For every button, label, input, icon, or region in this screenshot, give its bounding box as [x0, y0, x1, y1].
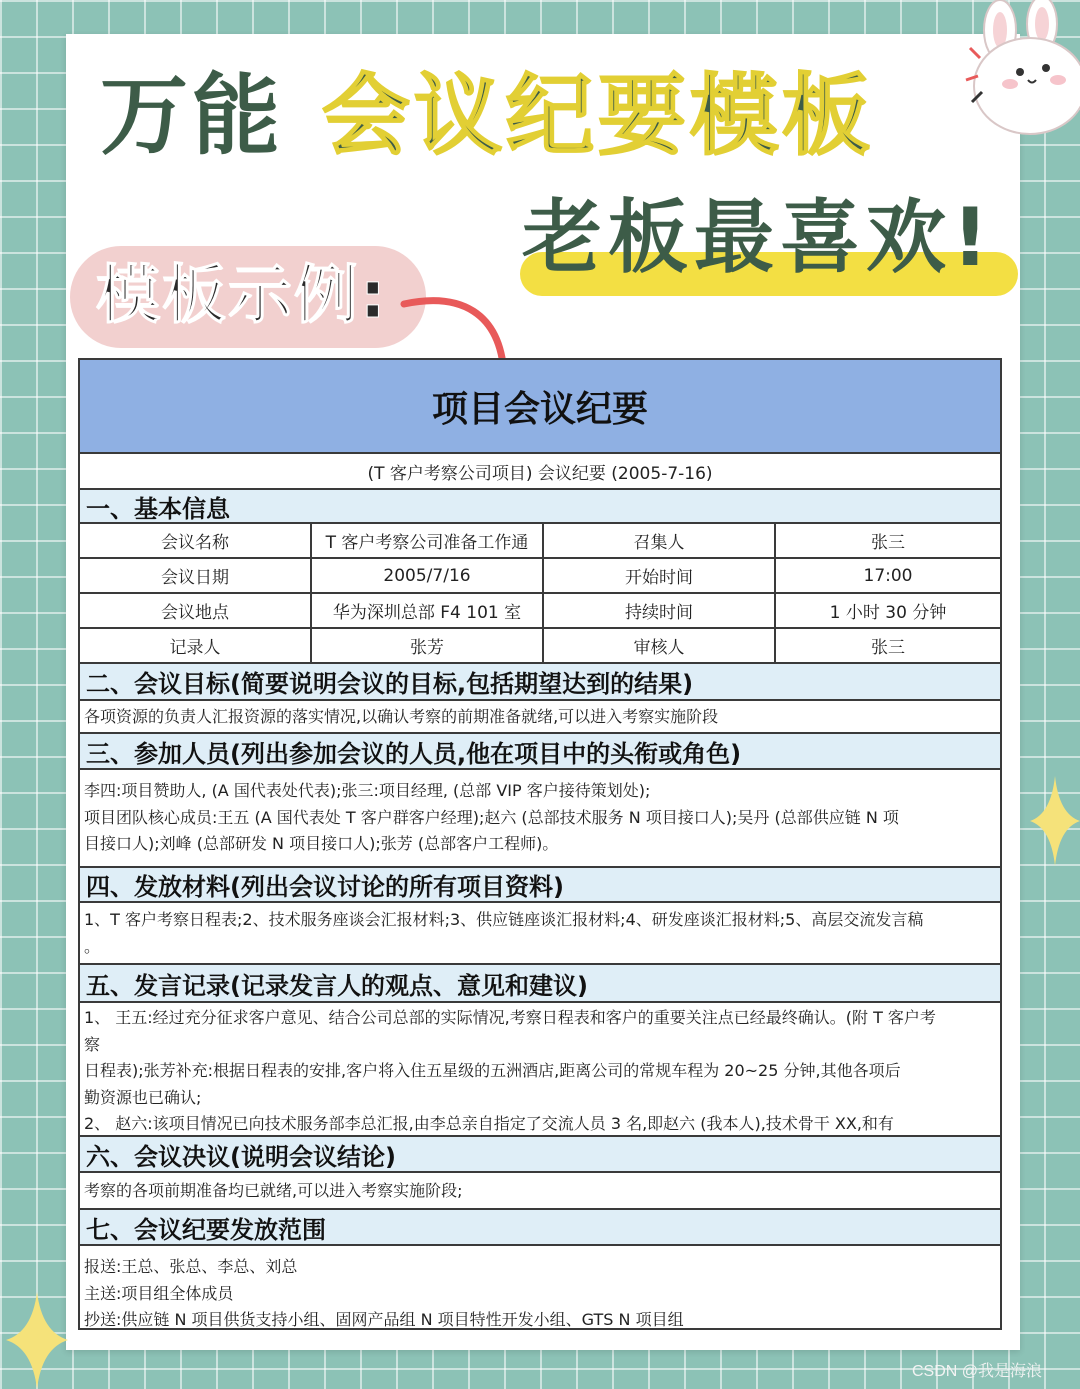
headline-part2: 会议纪要模板 — [322, 64, 875, 167]
distribution-body — [80, 1246, 1000, 1330]
materials-body — [80, 903, 1000, 965]
info-value: 华为深圳总部 F4 101 室 — [312, 594, 544, 629]
resolution-body: 考察的各项前期准备均已就绪,可以进入考察实施阶段; — [80, 1173, 1000, 1210]
section-speech-records: 五、发言记录(记录发言人的观点、意见和建议) — [80, 965, 1000, 1003]
info-value: 1 小时 30 分钟 — [776, 594, 1000, 629]
info-label: 会议名称 — [80, 524, 312, 559]
sparkle-icon — [1030, 776, 1080, 866]
attendees-line: 项目团队核心成员:王五 (A 国代表处 T 客户群客户经理);赵六 (总部技术服务 N 项目接口人);吴丹 (总部供应链 N 项 — [84, 807, 899, 827]
materials-line: 1、T 客户考察日程表;2、技术服务座谈会汇报材料;3、供应链座谈汇报材料;4、研发座谈汇报材料;5、高层交流发言稿 — [84, 910, 924, 929]
goal-body: 各项资源的负责人汇报资源的落实情况,以确认考察的前期准备就绪,可以进入考察实施阶段 — [80, 701, 1000, 734]
tag-label: 模板示例: — [96, 259, 388, 333]
distribution-line: 报送:王总、张总、李总、刘总 — [84, 1257, 298, 1276]
attendees-line: 李四:项目赞助人, (A 国代表处代表);张三:项目经理, (总部 VIP 客户接待策划处); — [84, 781, 651, 800]
info-label: 开始时间 — [544, 559, 776, 594]
watermark: CSDN @我是海浪 — [912, 1363, 1043, 1380]
materials-line: 。 — [84, 936, 101, 956]
section-resolution: 六、会议决议(说明会议结论) — [80, 1137, 1000, 1173]
info-label: 持续时间 — [544, 594, 776, 629]
sparkle-icon — [6, 1292, 68, 1389]
doc-subtitle: (T 客户考察公司项目) 会议纪要 (2005-7-16) — [80, 454, 1000, 490]
info-value: 张三 — [776, 524, 1000, 559]
distribution-line: 抄送:供应链 N 项目供货支持小组、固网产品组 N 项目特性开发小组、GTS N 项目组 — [84, 1310, 684, 1329]
meeting-minutes-table — [78, 358, 1002, 1330]
info-value: T 客户考察公司准备工作通 — [312, 524, 544, 559]
headline-part3: 老板最喜欢! — [522, 191, 995, 284]
info-label: 会议地点 — [80, 594, 312, 629]
speech-records-body — [80, 1003, 1000, 1137]
distribution-line: 主送:项目组全体成员 — [84, 1283, 234, 1303]
info-label: 会议日期 — [80, 559, 312, 594]
basic-info-grid — [80, 524, 1000, 664]
info-label: 记录人 — [80, 629, 312, 664]
doc-title: 项目会议纪要 — [80, 360, 1000, 454]
speech-line: 日程表);张芳补充:根据日程表的安排,客户将入住五星级的五洲酒店,距离公司的常规车程为 20~25 分钟,其他各项后 — [84, 1061, 901, 1080]
section-materials: 四、发放材料(列出会议讨论的所有项目资料) — [80, 868, 1000, 903]
info-value: 17:00 — [776, 559, 1000, 594]
info-value: 2005/7/16 — [312, 559, 544, 594]
info-label: 召集人 — [544, 524, 776, 559]
section-distribution: 七、会议纪要发放范围 — [80, 1210, 1000, 1246]
sparkle-icon — [962, 40, 1012, 110]
speech-line: 勤资源也已确认; — [84, 1087, 202, 1107]
attendees-line: 目接口人);刘峰 (总部研发 N 项目接口人);张芳 (总部客户工程师)。 — [84, 834, 559, 853]
info-label: 审核人 — [544, 629, 776, 664]
section-attendees: 三、参加人员(列出参加会议的人员,他在项目中的头衔或角色) — [80, 734, 1000, 770]
info-value: 张芳 — [312, 629, 544, 664]
headline-part1: 万能 — [100, 64, 285, 167]
speech-line: 2、 赵六:该项目情况已向技术服务部李总汇报,由李总亲自指定了交流人员 3 名,即赵六 (我本人),技术骨干 XX,和有 — [84, 1114, 894, 1133]
attendees-body — [80, 770, 1000, 868]
speech-line: 1、 王五:经过充分征求客户意见、结合公司总部的实际情况,考察日程表和客户的重要关注点已经最终确认。(附 T 客户考 — [84, 1008, 936, 1027]
section-basic-info: 一、基本信息 — [80, 490, 1000, 524]
speech-line: 察 — [84, 1034, 101, 1054]
info-value: 张三 — [776, 629, 1000, 664]
section-goal: 二、会议目标(简要说明会议的目标,包括期望达到的结果) — [80, 664, 1000, 701]
